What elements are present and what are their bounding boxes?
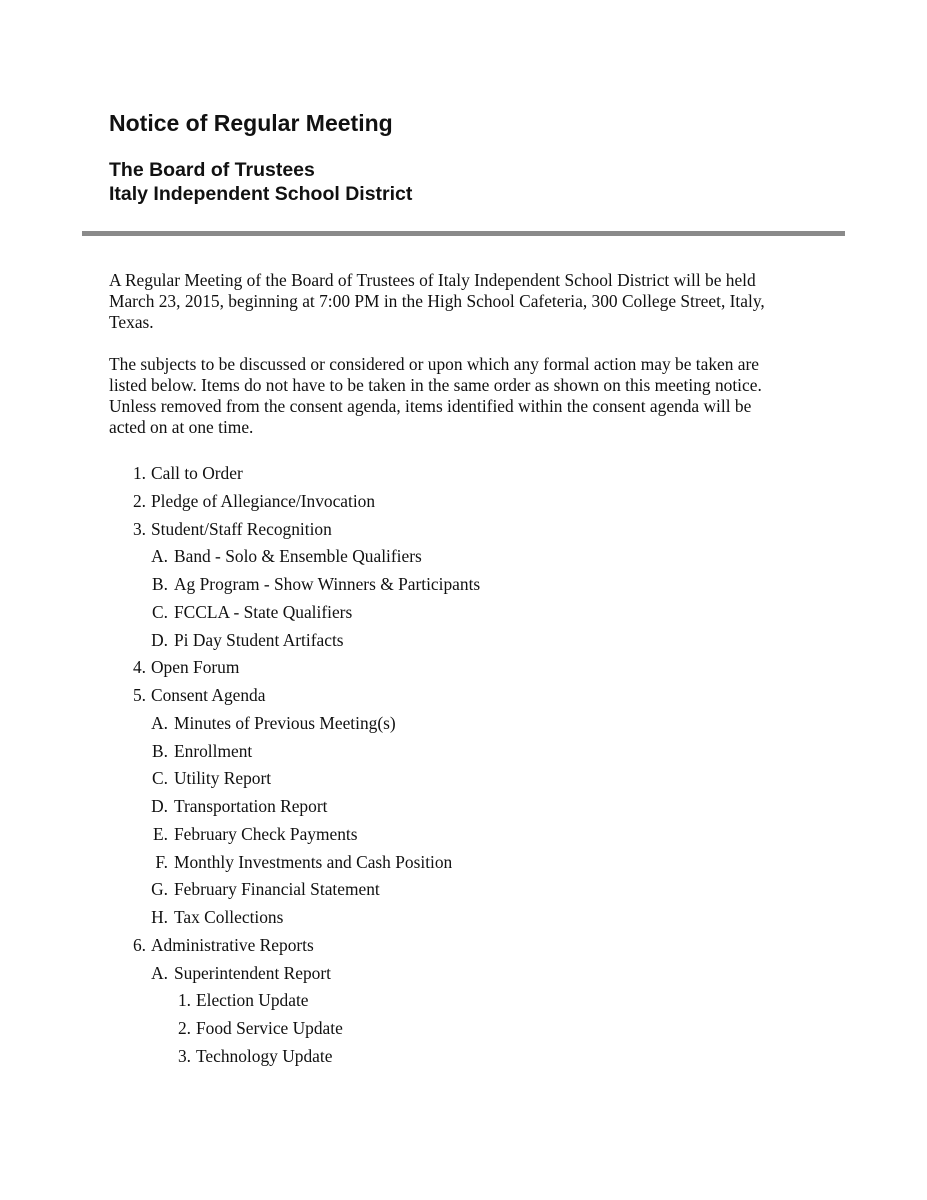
agenda-subsubitem [0,1044,927,1072]
agenda-item-marker: C. [152,601,168,622]
agenda-item-marker: H. [151,907,168,927]
agenda-item-marker: 5. [132,685,146,705]
agenda-item-label: Administrative Reports [151,934,314,955]
agenda-item-label: Open Forum [151,657,240,678]
agenda-item-marker: 2. [132,490,146,511]
agenda-item-label: Election Update [196,990,309,1011]
agenda-item-label: Pledge of Allegiance/Invocation [151,490,376,511]
meeting-announcement-paragraph [109,270,829,333]
document-subtitle [109,158,412,206]
paragraph-line: listed below. Items do not have to be taken in the same order as shown on this meeting notice. [109,375,762,395]
agenda-item-label: Pi Day Student Artifacts [174,629,344,650]
agenda-item-marker: 6. [132,934,146,955]
agenda-item-label: Tax Collections [174,907,284,927]
agenda-subitem [0,739,927,767]
horizontal-divider [82,231,845,236]
agenda-subitem [0,766,927,794]
subtitle-line-board: The Board of Trustees [109,159,315,181]
agenda-item [0,517,927,545]
agenda-subsubitem [0,1016,927,1044]
agenda-list [0,461,927,1072]
agenda-item-marker: C. [152,768,168,789]
agenda-subitem [0,822,927,850]
agenda-item-marker: G. [151,879,168,900]
agenda-item [0,683,927,711]
agenda-item-marker: A. [151,962,168,983]
paragraph-line: The subjects to be discussed or considered or upon which any formal action may be taken are [109,354,760,374]
agenda-item-marker: 3. [177,1045,191,1066]
agenda-subitem [0,877,927,905]
agenda-item-label: Transportation Report [174,796,328,816]
agenda-subitem [0,711,927,739]
agenda-item-marker: E. [153,823,168,844]
agenda-item-label: Enrollment [174,740,253,761]
agenda-item-label: Band - Solo & Ensemble Qualifiers [174,546,422,567]
agenda-item-label: Monthly Investments and Cash Position [174,851,453,872]
agenda-item-marker: 1. [177,990,191,1011]
agenda-item-marker: F. [155,851,168,872]
agenda-subitem [0,572,927,600]
agenda-item-label: FCCLA - State Qualifiers [174,601,353,622]
agenda-item [0,461,927,489]
agenda-item-marker: 4. [132,657,146,678]
agenda-item-marker: B. [152,740,168,761]
agenda-subsubitem [0,988,927,1016]
agenda-subitem [0,905,927,933]
agenda-item-label: Food Service Update [196,1018,343,1038]
agenda-item [0,489,927,517]
agenda-subitem [0,628,927,656]
agenda-item-marker: B. [152,574,168,594]
agenda-item-marker: 2. [177,1018,191,1038]
page-title: Notice of Regular Meeting [109,110,393,136]
agenda-item-label: Technology Update [196,1045,333,1066]
paragraph-line: acted on at one time. [109,417,254,437]
agenda-item-label: Ag Program - Show Winners & Participants [174,574,481,594]
paragraph-line: March 23, 2015, beginning at 7:00 PM in the High School Cafeteria, 300 College Street, Italy, [109,291,765,311]
agenda-subitem [0,961,927,989]
agenda-item-label: Utility Report [174,768,272,789]
agenda-item-label: Minutes of Previous Meeting(s) [174,712,396,733]
agenda-subitem [0,544,927,572]
agenda-item-label: Superintendent Report [174,962,331,983]
agenda-item-marker: 1. [132,463,146,483]
agenda-item-marker: A. [151,712,168,733]
paragraph-line: A Regular Meeting of the Board of Trustees of Italy Independent School District will be held [109,270,756,290]
agenda-item-marker: D. [151,629,168,650]
agenda-item-label: Call to Order [151,463,243,483]
paragraph-line: Texas. [109,312,154,332]
agenda-item-marker: 3. [132,518,146,539]
paragraph-line: Unless removed from the consent agenda, items identified within the consent agenda will be [109,396,752,416]
agenda-item [0,655,927,683]
agenda-subitem [0,794,927,822]
agenda-item [0,933,927,961]
subjects-notice-paragraph [109,354,829,438]
agenda-item-label: February Financial Statement [174,879,380,900]
agenda-item-marker: A. [151,546,168,567]
agenda-item-label: February Check Payments [174,823,358,844]
agenda-item-label: Consent Agenda [151,685,266,705]
agenda-item-label: Student/Staff Recognition [151,518,332,539]
agenda-subitem [0,600,927,628]
subtitle-line-district: Italy Independent School District [109,183,413,205]
agenda-item-marker: D. [151,796,168,816]
agenda-subitem [0,850,927,878]
